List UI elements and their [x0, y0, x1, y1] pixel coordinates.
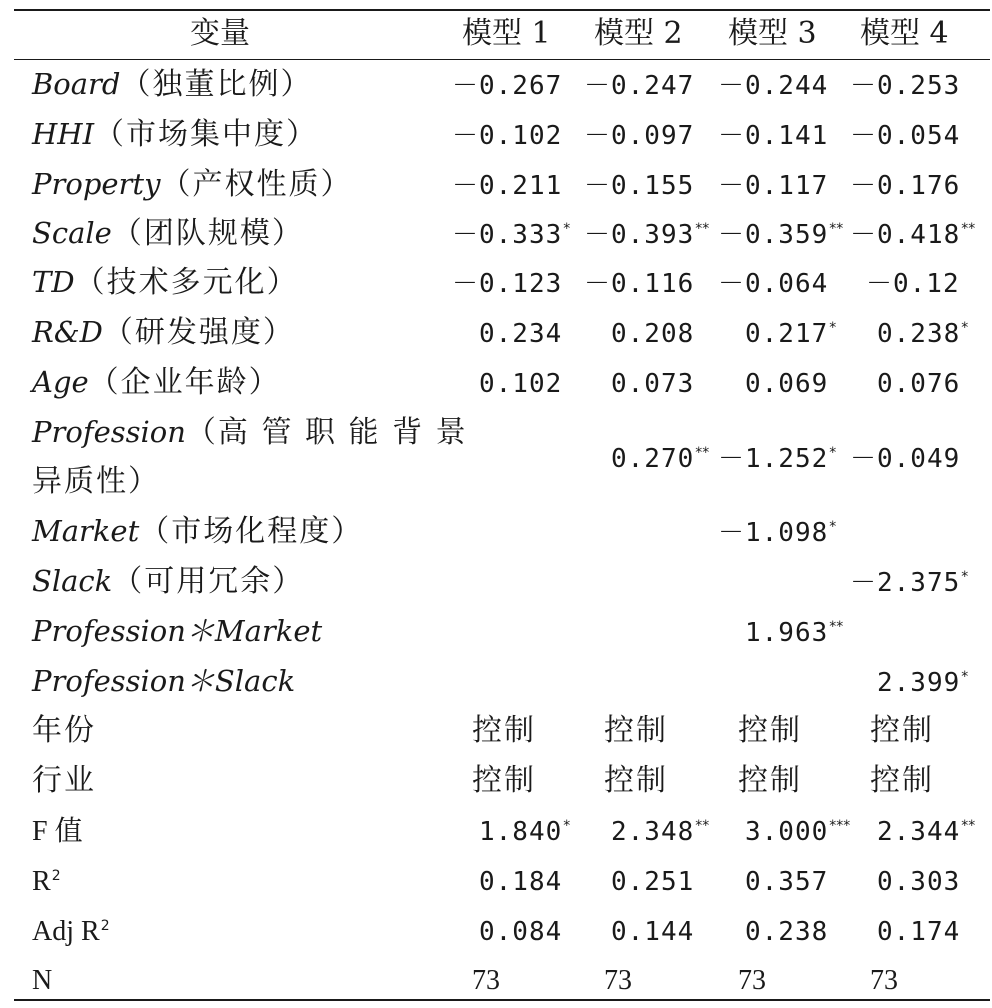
variable-code: R&D: [32, 315, 103, 349]
cell-value: 0.208: [611, 319, 695, 349]
table-cell: [604, 764, 668, 797]
significance-mark: **: [961, 818, 976, 834]
cell-value: －0.102: [452, 121, 563, 151]
significance-mark: *: [829, 320, 837, 336]
table-cell: [452, 68, 562, 102]
table-cell: [611, 814, 709, 848]
table-cell: [738, 714, 802, 747]
row-label: N: [32, 965, 53, 996]
variable-code: Profession: [32, 415, 186, 449]
table-cell: [472, 963, 500, 997]
variable-desc: （技术多元化）: [74, 265, 299, 300]
cell-value: 0.251: [611, 867, 695, 897]
cell-value: －0.141: [718, 121, 829, 151]
variable-desc: （团队规模）: [111, 216, 304, 251]
table-cell: [745, 615, 843, 649]
variable-code: Board: [32, 67, 121, 101]
cell-value: 2.348: [611, 817, 695, 847]
variable-label: [32, 764, 96, 797]
cell-value: －0.12: [866, 269, 960, 299]
variable-code: Property: [32, 167, 161, 201]
table-cell: [850, 565, 968, 599]
cell-value: 0.357: [745, 867, 829, 897]
cell-value: －0.393: [584, 220, 695, 250]
variable-label: [32, 266, 299, 299]
cell-value: －0.097: [584, 121, 695, 151]
table-cell: [718, 118, 828, 152]
table-header-rule: [14, 59, 990, 60]
cell-value: 0.270: [611, 444, 695, 474]
table-cell: [611, 316, 694, 350]
row-label-sup: 2: [51, 868, 61, 884]
significance-mark: **: [961, 221, 976, 237]
header-model-4: 模型 4: [860, 16, 949, 51]
variable-label: [32, 814, 83, 848]
significance-mark: ***: [829, 818, 851, 834]
row-label: 行业: [32, 763, 96, 798]
cell-value: －0.155: [584, 171, 695, 201]
cell-value: 0.069: [745, 369, 829, 399]
table-cell: [877, 366, 960, 400]
cell-value: 0.238: [877, 319, 961, 349]
table-cell: [604, 714, 668, 747]
cell-value: －0.211: [452, 171, 563, 201]
table-cell: [479, 914, 562, 948]
cell-value: －0.054: [850, 121, 961, 151]
significance-mark: *: [961, 669, 969, 685]
table-cell: [479, 814, 570, 848]
cell-value: 控制: [604, 713, 668, 748]
variable-desc: （研发强度）: [102, 315, 295, 350]
cell-value: －1.098: [718, 518, 829, 548]
cell-value: 控制: [738, 763, 802, 798]
cell-value: －0.247: [584, 71, 695, 101]
cell-value: 0.084: [479, 917, 563, 947]
significance-mark: **: [695, 445, 710, 461]
cell-value: 2.399: [877, 668, 961, 698]
table-cell: [584, 168, 694, 202]
cell-value: 控制: [472, 763, 536, 798]
cell-value: －0.116: [584, 269, 695, 299]
cell-value: 0.303: [877, 867, 961, 897]
cell-value: －0.359: [718, 220, 829, 250]
significance-mark: *: [961, 569, 969, 585]
table-cell: [870, 714, 934, 747]
table-cell: [850, 118, 960, 152]
table-cell: [850, 68, 960, 102]
table-cell: [718, 441, 836, 475]
variable-desc-cont: 异质性）: [32, 464, 160, 499]
cell-value: －2.375: [850, 568, 961, 598]
cell-value: －0.123: [452, 269, 563, 299]
cell-value: 0.184: [479, 867, 563, 897]
table-cell: [745, 366, 828, 400]
significance-mark: **: [695, 818, 710, 834]
variable-desc: （可用冗余）: [112, 564, 305, 599]
table-cell: [584, 118, 694, 152]
cell-value: 0.217: [745, 319, 829, 349]
table-cell: [452, 217, 570, 251]
significance-mark: *: [563, 818, 571, 834]
table-cell: [472, 714, 536, 747]
cell-value: 73: [870, 965, 898, 996]
row-label: 年份: [32, 713, 96, 748]
variable-label: [32, 316, 295, 349]
cell-value: －0.117: [718, 171, 829, 201]
variable-label: [32, 665, 295, 697]
table-cell: [611, 366, 694, 400]
cell-value: 1.963: [745, 618, 829, 648]
table-top-rule: [14, 9, 990, 11]
table-cell: [866, 266, 960, 300]
cell-value: 0.102: [479, 369, 563, 399]
header-model-1: 模型 1: [462, 16, 551, 51]
table-cell: [718, 168, 828, 202]
table-cell: [584, 68, 694, 102]
cell-value: 73: [738, 965, 766, 996]
row-label: F 值: [32, 816, 83, 847]
cell-value: 控制: [738, 713, 802, 748]
significance-mark: *: [961, 320, 969, 336]
table-cell: [472, 764, 536, 797]
table-cell: [479, 864, 562, 898]
variable-label: [32, 217, 304, 250]
table-cell: [611, 441, 709, 475]
variable-code: Market: [32, 514, 140, 548]
cell-value: －0.176: [850, 171, 961, 201]
cell-value: 0.076: [877, 369, 961, 399]
table-cell: [745, 814, 850, 848]
header-model-3: 模型 3: [728, 16, 817, 51]
table-cell: [745, 914, 828, 948]
table-cell: [877, 864, 960, 898]
cell-value: 0.073: [611, 369, 695, 399]
significance-mark: *: [563, 221, 571, 237]
cell-value: 73: [604, 965, 632, 996]
row-label: Adj R: [32, 916, 100, 947]
table-cell: [452, 118, 562, 152]
variable-label: [32, 914, 110, 948]
table-cell: [877, 665, 968, 699]
table-cell: [870, 764, 934, 797]
variable-desc: （市场化程度）: [139, 514, 364, 549]
variable-label: [32, 68, 313, 101]
table-cell: [850, 168, 960, 202]
cell-value: －0.267: [452, 71, 563, 101]
variable-label: [32, 714, 96, 747]
table-bottom-rule: [14, 999, 990, 1001]
table-cell: [877, 814, 975, 848]
variable-label: [32, 168, 352, 201]
cell-value: －0.244: [718, 71, 829, 101]
row-label-sup: 2: [100, 918, 110, 934]
cell-value: －0.049: [850, 444, 961, 474]
cell-value: 控制: [870, 713, 934, 748]
row-label: R: [32, 866, 51, 897]
variable-desc: （高 管 职 能 背 景: [185, 415, 468, 450]
variable-code: TD: [32, 265, 75, 299]
table-cell: [718, 515, 836, 549]
cell-value: －1.252: [718, 444, 829, 474]
header-model-2: 模型 2: [594, 16, 683, 51]
variable-label: [32, 515, 363, 548]
variable-code: Age: [32, 365, 89, 399]
table-cell: [738, 764, 802, 797]
variable-desc: （产权性质）: [160, 167, 353, 202]
variable-desc: （市场集中度）: [94, 117, 319, 152]
variable-label: [32, 615, 322, 647]
table-cell: [877, 316, 968, 350]
cell-value: 3.000: [745, 817, 829, 847]
table-cell: [877, 914, 960, 948]
table-cell: [479, 316, 562, 350]
variable-code: Profession＊Slack: [32, 664, 296, 698]
table-cell: [718, 68, 828, 102]
cell-value: 0.174: [877, 917, 961, 947]
cell-value: 0.238: [745, 917, 829, 947]
table-cell: [611, 864, 694, 898]
variable-code: Slack: [32, 564, 113, 598]
cell-value: 控制: [472, 713, 536, 748]
variable-desc: （独董比例）: [120, 67, 313, 102]
significance-mark: **: [695, 221, 710, 237]
table-cell: [850, 441, 960, 475]
cell-value: 0.234: [479, 319, 563, 349]
table-cell: [850, 217, 975, 251]
table-cell: [611, 914, 694, 948]
cell-value: 2.344: [877, 817, 961, 847]
cell-value: 0.144: [611, 917, 695, 947]
cell-value: －0.333: [452, 220, 563, 250]
cell-value: 控制: [870, 763, 934, 798]
cell-value: －0.418: [850, 220, 961, 250]
variable-label: [32, 864, 61, 898]
table-cell: [745, 316, 836, 350]
table-cell: [718, 217, 843, 251]
table-cell: [738, 963, 766, 997]
variable-code: Profession＊Market: [32, 614, 323, 648]
table-cell: [745, 864, 828, 898]
table-cell: [479, 366, 562, 400]
cell-value: －0.064: [718, 269, 829, 299]
variable-label: [32, 565, 304, 598]
variable-code: Scale: [32, 216, 112, 250]
cell-value: 73: [472, 965, 500, 996]
table-cell: [452, 168, 562, 202]
variable-desc: （企业年龄）: [88, 365, 281, 400]
variable-label: [32, 963, 52, 997]
table-cell: [452, 266, 562, 300]
variable-label: [32, 366, 281, 399]
cell-value: －0.253: [850, 71, 961, 101]
table-cell: [604, 963, 632, 997]
cell-value: 控制: [604, 763, 668, 798]
table-cell: [718, 266, 828, 300]
variable-label: [32, 118, 318, 151]
significance-mark: *: [829, 445, 837, 461]
significance-mark: **: [829, 221, 844, 237]
cell-value: 1.840: [479, 817, 563, 847]
variable-code: HHI: [32, 117, 95, 151]
significance-mark: *: [829, 519, 837, 535]
variable-label: [32, 416, 468, 449]
table-cell: [584, 217, 709, 251]
table-cell: [870, 963, 898, 997]
table-cell: [584, 266, 694, 300]
header-variable: 变量: [190, 16, 250, 51]
significance-mark: **: [829, 619, 844, 635]
